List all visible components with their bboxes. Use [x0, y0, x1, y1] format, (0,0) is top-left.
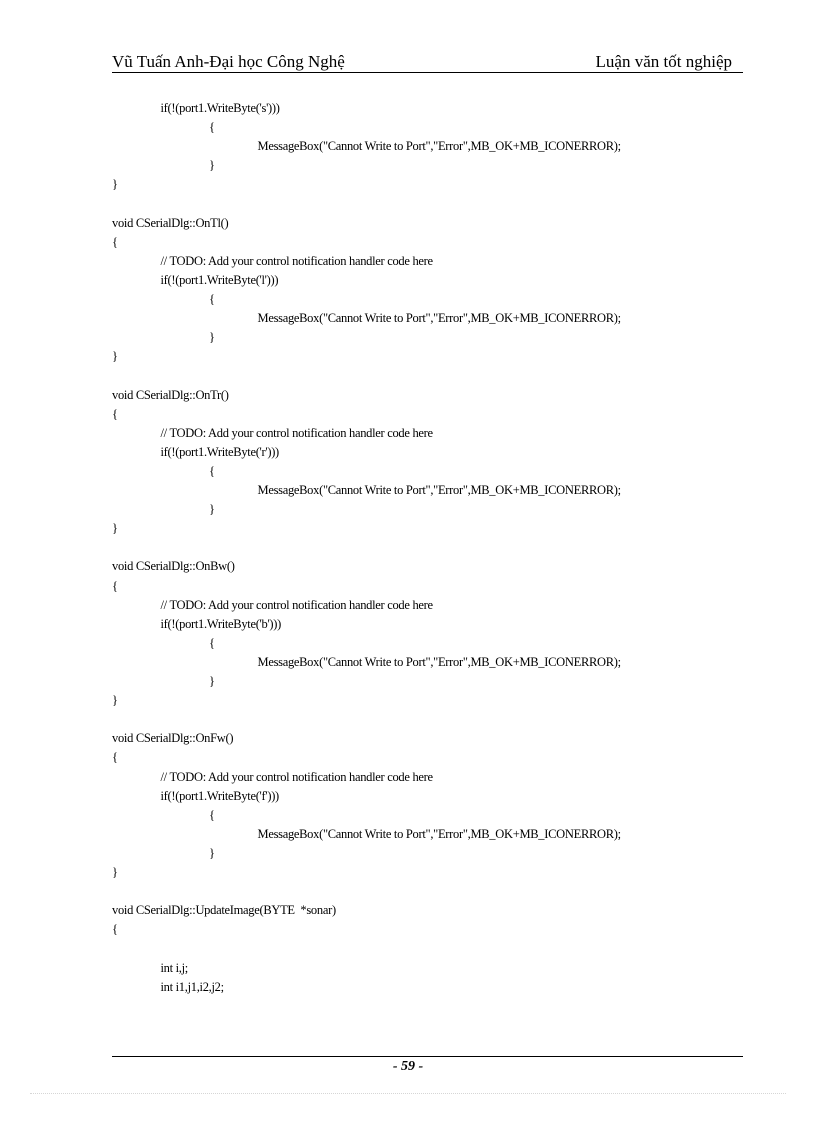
code-line: if(!(port1.WriteByte('s')))	[160, 101, 280, 115]
code-line: MessageBox("Cannot Write to Port","Error",MB_OK+MB_ICONERROR);	[257, 654, 621, 669]
code-line: }	[112, 521, 118, 536]
code-line: {	[112, 234, 118, 249]
code-line: MessageBox("Cannot Write to Port","Error",MB_OK+MB_ICONERROR);	[257, 139, 621, 154]
header-divider	[112, 72, 743, 73]
code-line: }	[112, 693, 118, 708]
code-line: {	[112, 578, 118, 593]
code-line: }	[112, 349, 118, 364]
code-line: {	[112, 750, 118, 765]
code-line: void CSerialDlg::OnTr()	[112, 387, 229, 402]
code-line: int i1,j1,i2,j2;	[160, 979, 224, 994]
code-line: {	[209, 292, 215, 306]
code-line: // TODO: Add your control notification handler code here	[160, 425, 433, 440]
code-line: // TODO: Add your control notification handler code here	[160, 253, 433, 268]
page-bottom-edge	[30, 1093, 786, 1094]
code-line: {	[209, 120, 215, 135]
code-line: if(!(port1.WriteByte('f')))	[160, 788, 279, 803]
code-line: void CSerialDlg::OnBw()	[112, 559, 235, 574]
footer-divider	[112, 1056, 743, 1057]
code-line: void CSerialDlg::OnFw()	[112, 731, 234, 746]
code-line: MessageBox("Cannot Write to Port","Error",MB_OK+MB_ICONERROR);	[257, 826, 621, 841]
code-line: }	[112, 177, 118, 192]
code-line: // TODO: Add your control notification handler code here	[160, 597, 433, 612]
code-line: {	[112, 922, 118, 937]
code-line: {	[112, 406, 118, 421]
code-line: {	[209, 635, 215, 650]
code-line: void CSerialDlg::UpdateImage(BYTE *sonar)	[112, 903, 336, 918]
code-line: }	[209, 158, 215, 173]
code-line: }	[112, 865, 118, 879]
header-thesis-title: Luận văn tốt nghiệp	[595, 52, 732, 71]
code-line: }	[209, 330, 215, 345]
page-number: - 59 -	[392, 1059, 424, 1074]
code-line: int i,j;	[160, 960, 188, 975]
code-line: MessageBox("Cannot Write to Port","Error",MB_OK+MB_ICONERROR);	[257, 311, 621, 326]
code-line: MessageBox("Cannot Write to Port","Error",MB_OK+MB_ICONERROR);	[257, 483, 621, 497]
code-line: if(!(port1.WriteByte('r')))	[160, 444, 279, 459]
code-line: // TODO: Add your control notification handler code here	[160, 769, 433, 784]
code-line: if(!(port1.WriteByte('l')))	[160, 272, 279, 287]
code-line: }	[209, 674, 215, 688]
code-line: void CSerialDlg::OnTl()	[112, 215, 229, 230]
code-line: }	[209, 502, 215, 517]
code-line: if(!(port1.WriteByte('b')))	[160, 616, 282, 631]
code-line: {	[209, 807, 215, 822]
code-line: }	[209, 845, 215, 860]
header-author-university: Vũ Tuấn Anh-Đại học Công Nghệ	[112, 52, 345, 71]
code-line: {	[209, 463, 215, 478]
